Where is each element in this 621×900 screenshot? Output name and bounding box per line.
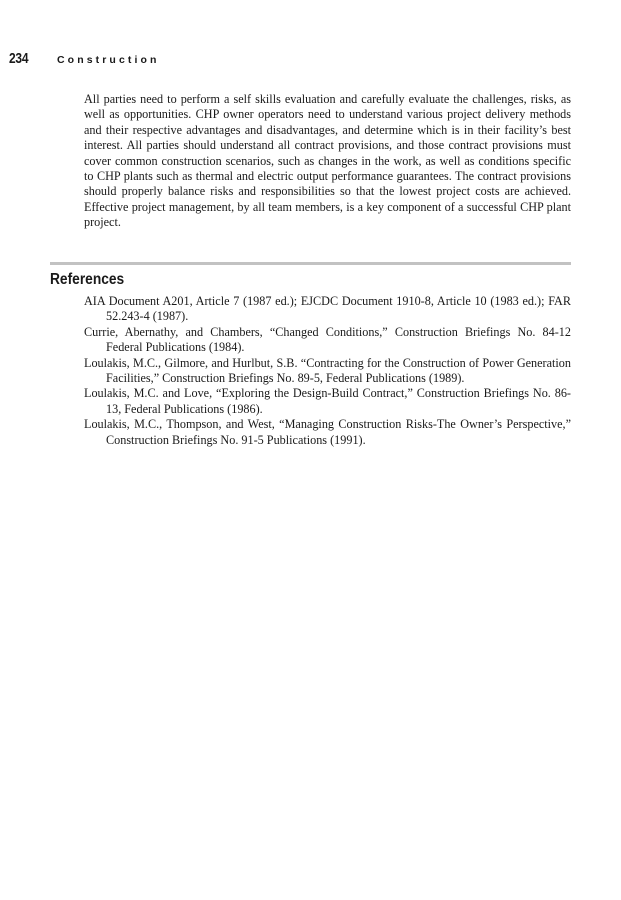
body-paragraph: All parties need to perform a self skills evaluation and carefully evaluate the challenges, risks, as well as opportunities. CHP owner operators need to understand various project delivery methods and their respective advantages and disadvantages, and determine which is in their facility’s best interest. All parties should understand all contract provisions, and those contract provisions must cover common construction scenarios, such as changes in the work, as well as conditions specific to CHP plants such as thermal and electric output performance guarantees. The contract provisions should properly balance risks and responsibilities so that the lowest project costs are achieved. Effective project management, by all team members, is a key component of a successful CHP plant project. [84,92,571,230]
page-number: 234 [9,50,29,67]
running-head [9,50,160,67]
chapter-title: Construction [57,54,160,66]
reference-item: Loulakis, M.C., Thompson, and West, “Managing Construction Risks-The Owner’s Perspective,” Construction Briefings No. 91-5 Publications (1991). [84,417,571,447]
reference-item: Currie, Abernathy, and Chambers, “Changed Conditions,” Construction Briefings No. 84-12 Federal Publications (1984). [84,324,571,355]
reference-item: Loulakis, M.C. and Love, “Exploring the Design-Build Contract,” Construction Briefings No. 86-13, Federal Publications (1986). [84,386,571,416]
reference-item: AIA Document A201, Article 7 (1987 ed.); EJCDC Document 1910-8, Article 10 (1983 ed.); FAR 52.243-4 (1987). [84,294,571,324]
reference-item: Loulakis, M.C., Gilmore, and Hurlbut, S.B. “Contracting for the Construction of Power Generation Facilities,” Construction Briefings No. 89-5, Federal Publications (1989). [84,355,571,386]
references-list [84,294,571,448]
references-heading: References [50,271,125,288]
section-divider [50,262,571,265]
